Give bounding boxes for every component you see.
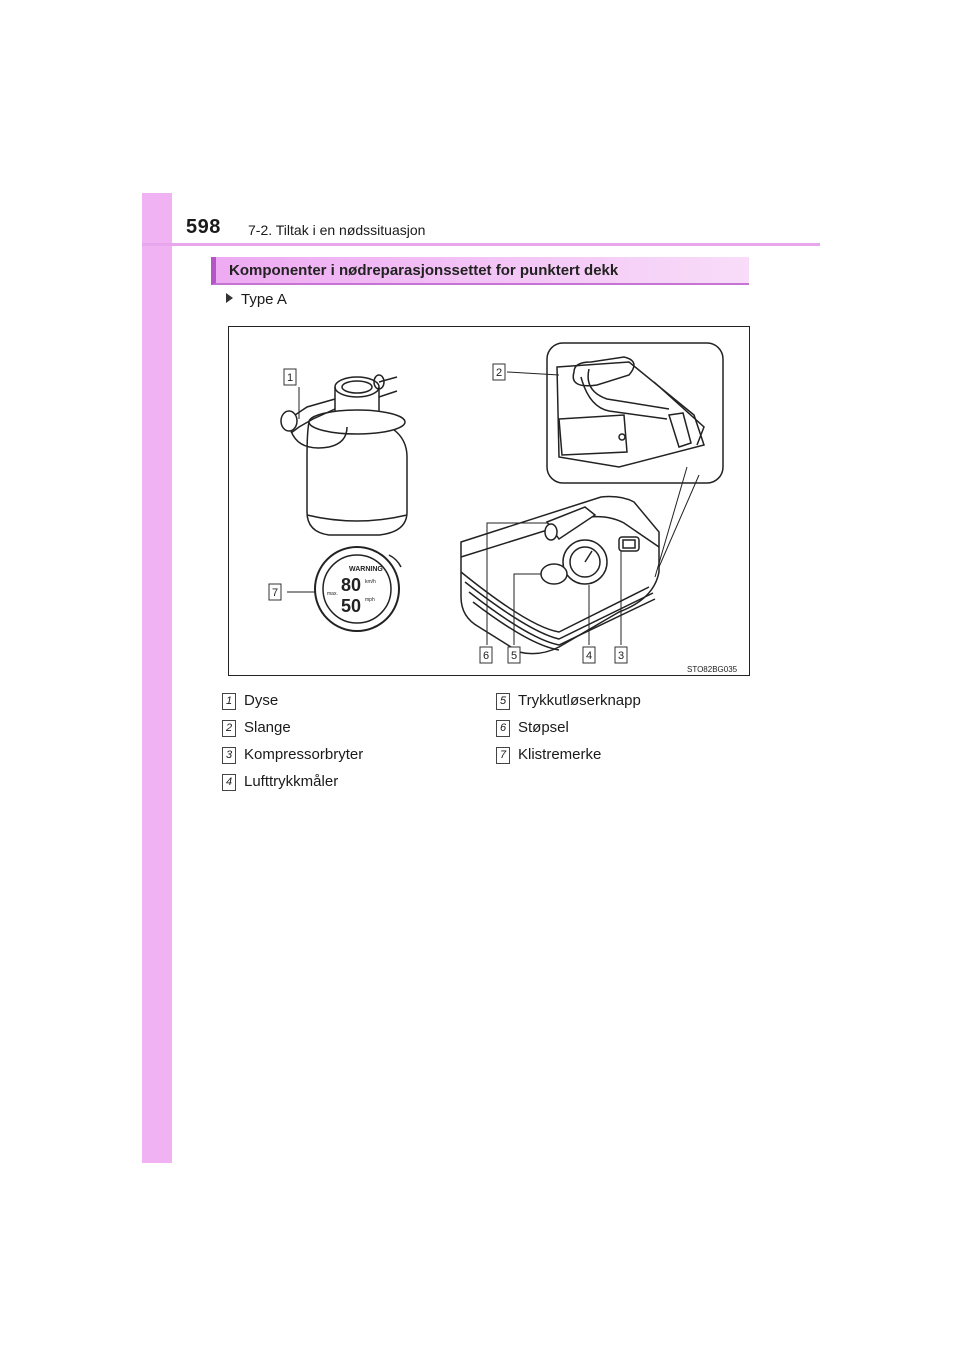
callout-5: [508, 647, 520, 663]
svg-text:2: 2: [496, 367, 503, 379]
callout-6: [480, 647, 492, 663]
kit-illustration: [228, 326, 750, 676]
page-number: 598: [186, 216, 221, 238]
legend-item: 5 Trykkutløserknapp: [496, 692, 641, 710]
svg-text:5: 5: [511, 650, 518, 662]
svg-text:3: 3: [618, 650, 625, 662]
release-button-icon: [541, 564, 567, 584]
triangle-bullet-icon: [226, 293, 233, 303]
compressor-switch-icon: [619, 537, 639, 551]
side-band: [142, 193, 172, 1163]
legend-item: 4 Lufttrykkmåler: [222, 773, 338, 791]
section-title: 7-2. Tiltak i en nødssituasjon: [248, 222, 426, 238]
kit-illustration-svg: [229, 327, 751, 677]
section-heading-text: Komponenter i nødreparasjonssettet for punktert dekk: [229, 262, 619, 279]
section-heading: [211, 257, 749, 285]
callout-4: [583, 647, 595, 663]
sticker-unit-mph: mph: [365, 597, 375, 603]
legend-item: 7 Klistremerke: [496, 746, 601, 764]
header-rule: [142, 243, 820, 246]
type-label-text: Type A: [241, 291, 287, 308]
callout-3: [615, 647, 627, 663]
legend-item: 6 Støpsel: [496, 719, 569, 737]
svg-text:6: 6: [483, 650, 490, 662]
sticker-max: max.: [327, 591, 338, 597]
svg-text:7: 7: [272, 587, 279, 599]
sticker-warning: WARNING: [349, 566, 383, 573]
callout-1: [284, 369, 296, 385]
sticker-kmh: 80: [341, 575, 362, 595]
sticker-unit-kmh: km/h: [365, 579, 376, 585]
callout-7: [269, 584, 281, 600]
type-label: [226, 291, 287, 308]
figure-code: STO82BG035: [687, 665, 738, 674]
svg-text:1: 1: [287, 372, 294, 384]
legend-item: 2 Slange: [222, 719, 291, 737]
callout-2: [493, 364, 505, 380]
svg-text:4: 4: [586, 650, 593, 662]
legend-item: 3 Kompressorbryter: [222, 746, 363, 764]
sticker-mph: 50: [341, 596, 362, 616]
legend-item: 1 Dyse: [222, 692, 278, 710]
